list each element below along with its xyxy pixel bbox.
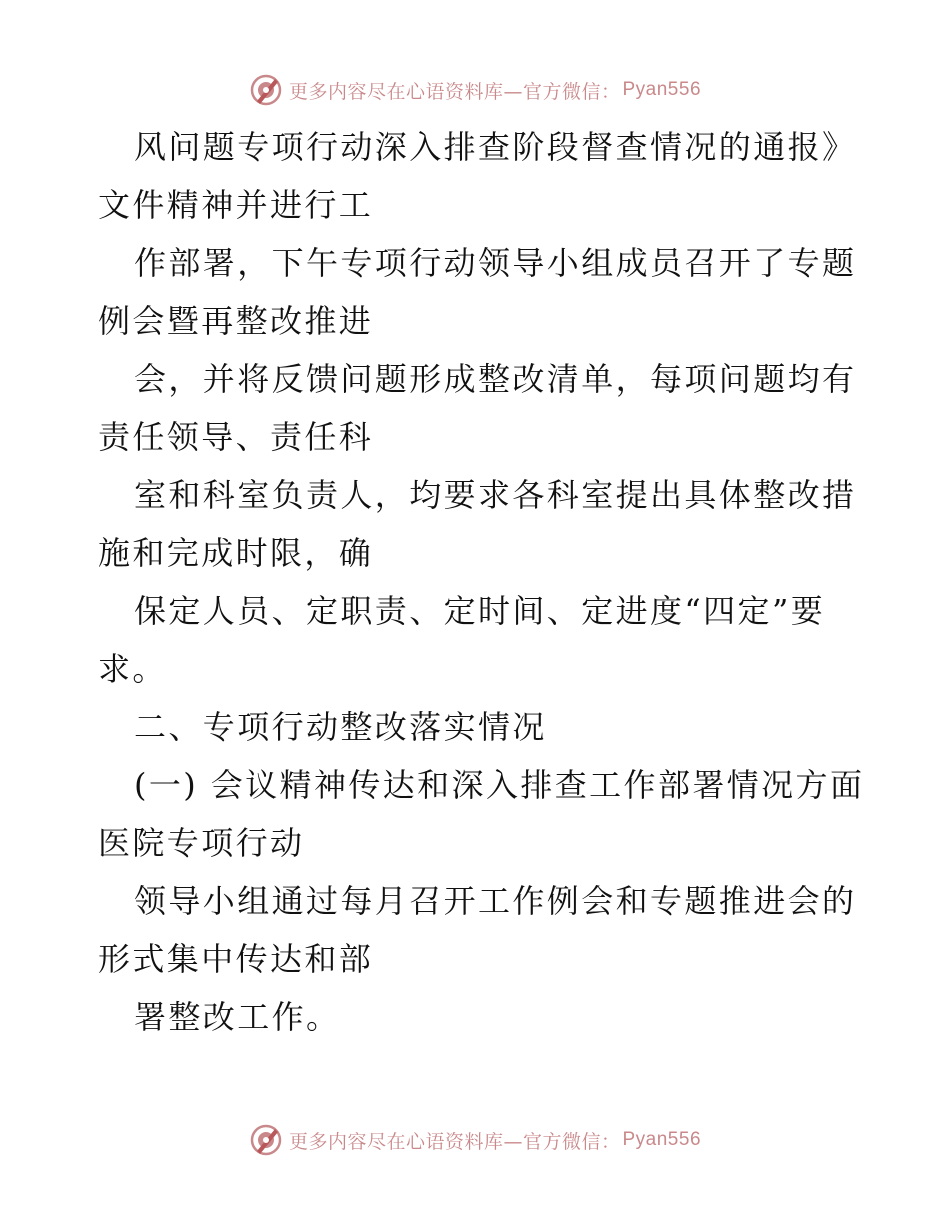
text-line: 例会暨再整改推进 (98, 302, 374, 340)
watermark-id: Pyan556 (622, 1129, 702, 1150)
pen-logo-icon (249, 1123, 283, 1157)
document-body (98, 118, 865, 1046)
section-heading: 二、专项行动整改落实情况 (134, 708, 547, 746)
text-line: 形式集中传达和部 (98, 940, 374, 978)
subsection-heading: (一) 会议精神传达和深入排查工作部署情况方面 (134, 766, 865, 804)
text-line: 作部署，下午专项行动领导小组成员召开了专题 (134, 244, 857, 282)
text-line: 会，并将反馈问题形成整改清单，每项问题均有 (134, 360, 857, 398)
text-line: 保定人员、定职责、定时间、定进度“四定”要 (134, 592, 826, 630)
text-line: 室和科室负责人，均要求各科室提出具体整改措 (134, 476, 857, 514)
footer-watermark (0, 1120, 950, 1160)
text-line: 责任领导、责任科 (98, 418, 374, 456)
pen-logo-icon (249, 73, 283, 107)
header-watermark (0, 70, 950, 110)
watermark-text: 更多内容尽在心语资料库—官方微信： (288, 1130, 621, 1153)
text-line: 求。 (98, 650, 167, 688)
text-line: 领导小组通过每月召开工作例会和专题推进会的 (134, 882, 857, 920)
text-line: 文件精神并进行工 (98, 186, 374, 224)
text-line: 医院专项行动 (98, 824, 305, 862)
watermark-text: 更多内容尽在心语资料库—官方微信： (288, 80, 621, 103)
text-line: 署整改工作。 (134, 998, 341, 1036)
watermark-id: Pyan556 (622, 79, 702, 100)
text-line: 风问题专项行动深入排查阶段督查情况的通报》 (134, 128, 857, 166)
text-line: 施和完成时限，确 (98, 534, 374, 572)
